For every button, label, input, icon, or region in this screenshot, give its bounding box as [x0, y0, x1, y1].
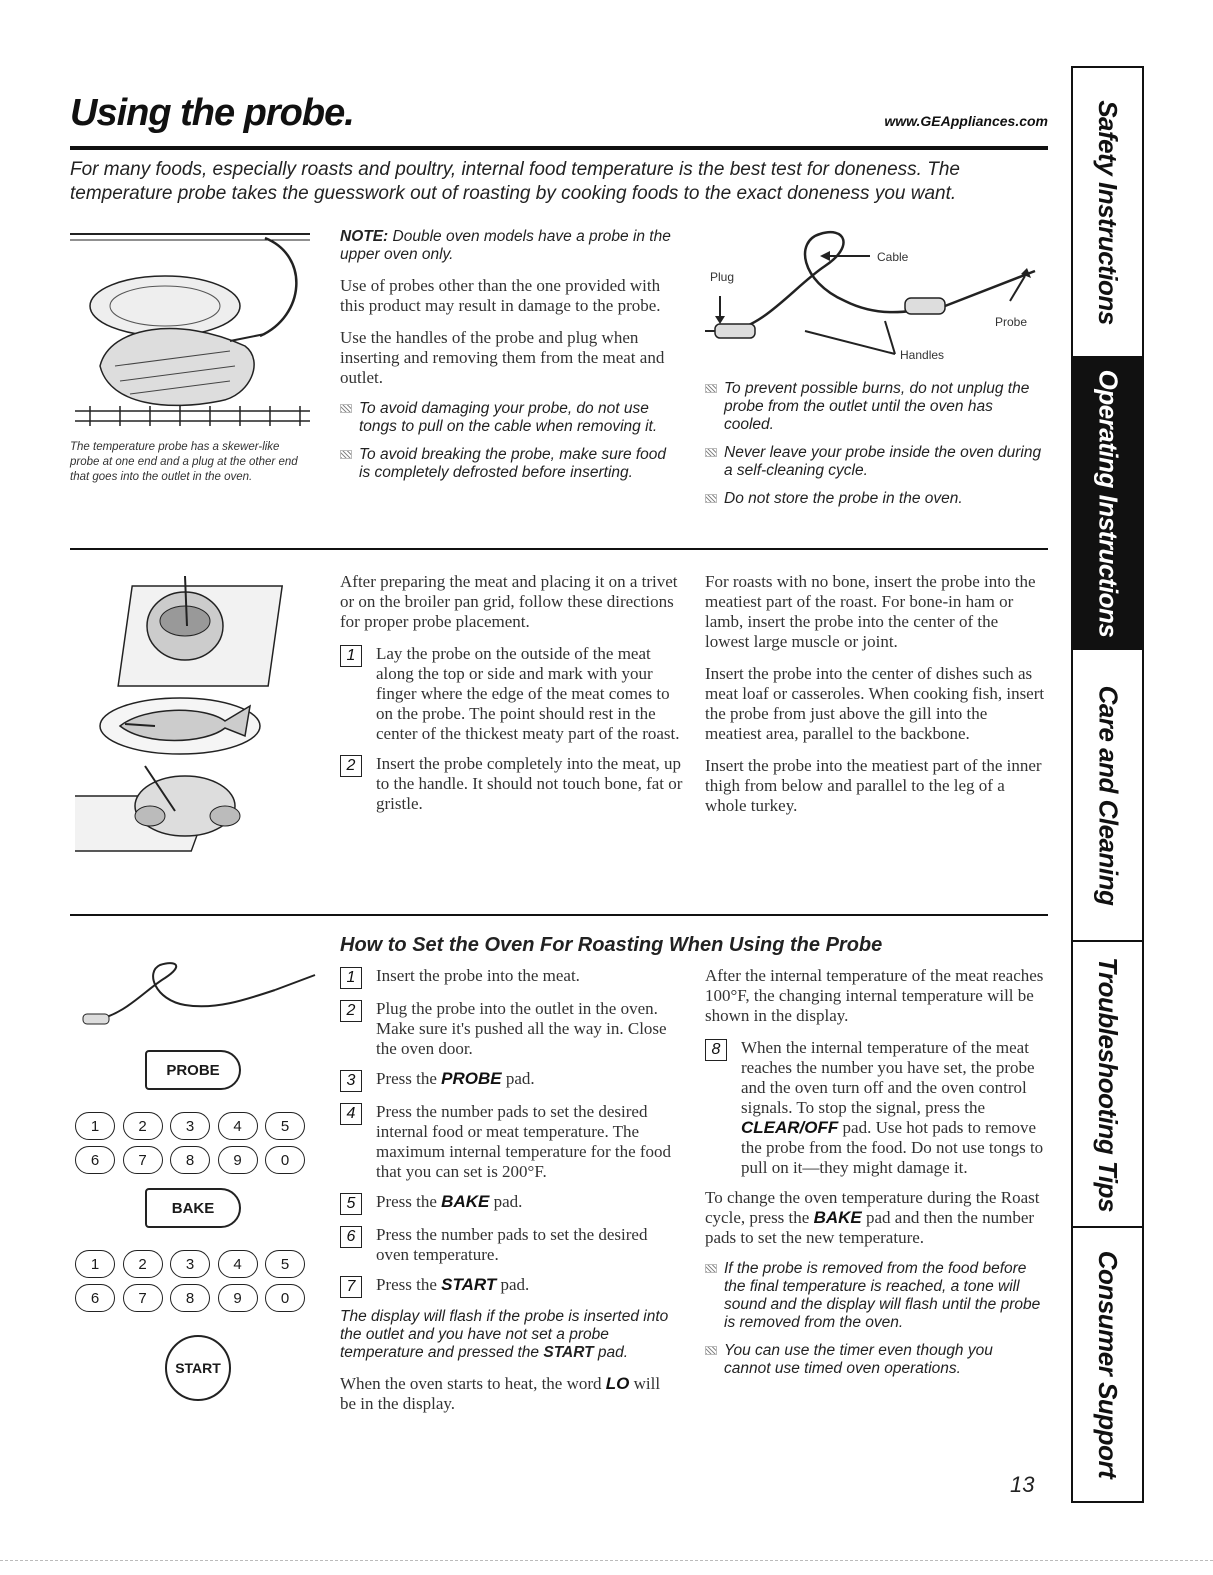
roasting-step — [340, 966, 680, 989]
food-placement-illustration — [75, 566, 320, 866]
step-number: 2 — [340, 755, 362, 777]
number-key[interactable]: 0 — [265, 1146, 305, 1174]
tab-label: Consumer Support — [1093, 1250, 1124, 1479]
roast-with-probe-illustration — [70, 226, 315, 436]
number-pad-row — [75, 1146, 305, 1174]
fish-tip: Insert the probe into the center of dishes such as meat loaf or casseroles. When cooking fish, insert the probe from just above the gill into the meatiest area, parallel to the backbone. — [705, 664, 1045, 743]
roasting-step — [340, 1069, 680, 1092]
number-key[interactable]: 1 — [75, 1112, 115, 1140]
placement-step — [340, 754, 685, 814]
number-key[interactable]: 3 — [170, 1250, 210, 1278]
intro-paragraph: For many foods, especially roasts and poultry, internal food temperature is the best test for doneness. The temperature probe takes the guesswork out of roasting by cooking foods to the exact doneness you want. — [70, 159, 960, 204]
step-text: Lay the probe on the outside of the meat along the top or side and mark with your finger where the edge of the meat comes to on the probe. The point should rest in the center of the thickest meaty part of the roast. — [376, 644, 680, 743]
number-pad-row — [75, 1112, 305, 1140]
warning-bullet-text: To prevent possible burns, do not unplug the probe from the outlet until the oven has cooled. — [724, 380, 1030, 433]
number-key[interactable]: 3 — [170, 1112, 210, 1140]
change-temperature-note — [705, 1188, 1045, 1248]
roasting-step — [340, 1102, 680, 1182]
step-number: 2 — [340, 1000, 362, 1022]
warning-bullet-text: Do not store the probe in the oven. — [724, 490, 963, 507]
keypad-illustration — [75, 960, 320, 1400]
roasting-step — [705, 1038, 1045, 1178]
double-oven-note — [340, 228, 680, 264]
section-divider — [70, 914, 1048, 916]
number-key[interactable]: 7 — [123, 1284, 163, 1312]
start-key-name: START — [441, 1275, 497, 1294]
warning-bullet — [340, 446, 680, 482]
number-pad-row — [75, 1284, 305, 1312]
step-text: Insert the probe completely into the meat, up to the handle. It should not touch bone, fat or gristle. — [376, 754, 683, 813]
bullet-icon — [705, 494, 717, 503]
bullet-icon — [705, 384, 717, 393]
bullet-icon — [705, 1264, 717, 1273]
warning-bullet — [705, 380, 1045, 434]
number-key[interactable]: 7 — [123, 1146, 163, 1174]
probe-key-name: PROBE — [441, 1069, 502, 1088]
number-key[interactable]: 2 — [123, 1250, 163, 1278]
info-bullet — [705, 1260, 1045, 1332]
step-number: 5 — [340, 1193, 362, 1215]
roasting-step — [340, 1275, 680, 1298]
step-number: 1 — [340, 645, 362, 667]
tab-care-and-cleaning[interactable] — [1073, 650, 1142, 942]
placement-step — [340, 644, 685, 744]
placement-tips-column — [705, 572, 1045, 828]
step-text — [741, 1038, 1045, 1178]
tab-operating-instructions[interactable] — [1073, 358, 1142, 650]
probe-handles-paragraph: Use the handles of the probe and plug when inserting and removing them from the meat and outlet. — [340, 328, 665, 387]
change-post: pad and then the number pads to set the new temperature. — [705, 1208, 1035, 1247]
step-number: 4 — [340, 1103, 362, 1125]
step-text: Press the number pads to set the desired internal food or meat temperature. The maximum internal temperature for the food that you can set is 200°F. — [376, 1102, 672, 1181]
warning-bullet — [705, 490, 1045, 508]
warning-bullet-text: To avoid damaging your probe, do not use tongs to pull on the cable when removing it. — [359, 400, 658, 435]
number-pad-row — [75, 1250, 305, 1278]
step-text-pre: Press the — [376, 1192, 442, 1211]
website-url[interactable]: www.GEAppliances.com — [884, 113, 1048, 129]
step-text-pre: Press the — [376, 1069, 442, 1088]
step-text: Plug the probe into the outlet in the oven. Make sure it's pushed all the way in. Close the oven door. — [376, 999, 667, 1058]
bullet-icon — [705, 448, 717, 457]
number-key[interactable]: 0 — [265, 1284, 305, 1312]
tab-label: Safety Instructions — [1093, 99, 1123, 325]
warning-bullet-text: Never leave your probe inside the oven during a self-cleaning cycle. — [724, 444, 1042, 479]
flash-note — [340, 1308, 680, 1362]
start-pad[interactable]: START — [165, 1335, 231, 1401]
probe-pad[interactable]: PROBE — [145, 1050, 241, 1090]
bullet-icon — [340, 450, 352, 459]
number-key[interactable]: 5 — [265, 1112, 305, 1140]
step-text-pre: Press the — [376, 1275, 442, 1294]
step-text-pre: When the internal temperature of the meat reaches the number you have set, the probe and the oven turn off and the oven control signals. To stop the signal, press the — [741, 1038, 1035, 1117]
flash-note-post: pad. — [593, 1344, 629, 1361]
bullet-icon — [705, 1346, 717, 1355]
temperature-display-note: After the internal temperature of the meat reaches 100°F, the changing internal temperature will be shown in the display. — [705, 966, 1044, 1025]
tab-label: Care and Cleaning — [1093, 685, 1123, 905]
warning-bullet-text: To avoid breaking the probe, make sure food is completely defrosted before inserting. — [359, 446, 667, 481]
bake-pad[interactable]: BAKE — [145, 1188, 241, 1228]
tab-consumer-support[interactable] — [1073, 1228, 1142, 1501]
probe-sketch — [75, 960, 320, 1040]
number-key[interactable]: 1 — [75, 1250, 115, 1278]
roasting-steps-column — [340, 966, 680, 1414]
step-text — [376, 1275, 529, 1295]
tab-safety-instructions[interactable] — [1073, 68, 1142, 358]
cable-label: Cable — [877, 250, 909, 264]
number-key[interactable]: 4 — [218, 1112, 258, 1140]
warning-bullet — [705, 444, 1045, 480]
section-heading: How to Set the Oven For Roasting When Using the Probe — [340, 934, 883, 956]
number-key[interactable]: 6 — [75, 1146, 115, 1174]
number-key[interactable]: 5 — [265, 1250, 305, 1278]
page-edge-line — [0, 1560, 1213, 1561]
number-key[interactable]: 6 — [75, 1284, 115, 1312]
roasting-step — [340, 1192, 680, 1215]
roasting-step — [340, 999, 680, 1059]
number-key[interactable]: 8 — [170, 1284, 210, 1312]
number-key[interactable]: 2 — [123, 1112, 163, 1140]
step-number: 8 — [705, 1039, 727, 1061]
section-tabs — [1071, 66, 1144, 1503]
step-number: 1 — [340, 967, 362, 989]
step-text: Insert the probe into the meat. — [376, 966, 580, 985]
turkey-tip: Insert the probe into the meatiest part of the inner thigh from below and parallel to the leg of a whole turkey. — [705, 756, 1042, 815]
number-key[interactable]: 4 — [218, 1250, 258, 1278]
number-key[interactable]: 9 — [218, 1146, 258, 1174]
page-title: Using the probe. — [70, 92, 354, 134]
info-bullet-text: If the probe is removed from the food before the final temperature is reached, a tone will sound and the display will flash until the probe is removed from the oven. — [724, 1260, 1041, 1331]
warning-bullet — [340, 400, 680, 436]
note-label: NOTE: — [340, 228, 389, 245]
placement-intro: After preparing the meat and placing it on a trivet or on the broiler pan grid, follow these directions for proper probe placement. — [340, 572, 678, 631]
roasting-info-column — [705, 966, 1045, 1388]
bake-key-name: BAKE — [441, 1192, 490, 1211]
lo-display-note — [340, 1374, 680, 1414]
step-text-post: pad. — [496, 1275, 530, 1294]
section-divider — [70, 548, 1048, 550]
change-pre: To change the oven temperature during the Roast cycle, press the — [705, 1188, 1040, 1227]
tab-label: Troubleshooting Tips — [1093, 956, 1123, 1212]
step-number: 7 — [340, 1276, 362, 1298]
placement-column — [340, 572, 685, 824]
step-text — [376, 1069, 535, 1089]
lo-post: will be in the display. — [340, 1374, 661, 1413]
roast-tip: For roasts with no bone, insert the probe into the meatiest part of the roast. For bone-in ham or lamb, insert the probe into the center of the lowest large muscle or joint. — [705, 572, 1036, 651]
probe-label: Probe — [995, 315, 1028, 329]
handles-label: Handles — [900, 348, 945, 362]
probe-note-column — [340, 228, 680, 492]
number-key[interactable]: 8 — [170, 1146, 210, 1174]
plug-label: Plug — [710, 270, 735, 284]
number-key[interactable]: 9 — [218, 1284, 258, 1312]
note-text: Double oven models have a probe in the upper oven only. — [340, 228, 671, 263]
roasting-step — [340, 1225, 680, 1265]
info-bullet — [705, 1342, 1005, 1378]
header-rule — [70, 146, 1048, 150]
tab-label: Operating Instructions — [1093, 369, 1123, 637]
probe-use-paragraph: Use of probes other than the one provided with this product may result in damage to the probe. — [340, 276, 661, 315]
step-text: Press the number pads to set the desired oven temperature. — [376, 1225, 648, 1264]
tab-troubleshooting-tips[interactable] — [1073, 942, 1142, 1228]
info-bullet-text: You can use the timer even though you cannot use timed oven operations. — [724, 1342, 993, 1377]
step-text-post: pad. — [501, 1069, 535, 1088]
probe-caption: The temperature probe has a skewer-like probe at one end and a plug at the other end that goes into the outlet in the oven. — [70, 441, 298, 483]
flash-note-pre: The display will flash if the probe is inserted into the outlet and you have not set a probe temperature and pressed the — [340, 1308, 669, 1361]
probe-parts-diagram — [705, 226, 1045, 371]
step-text — [376, 1192, 522, 1212]
step-text-post: pad. Use hot pads to remove the probe from the food. Do not use tongs to pull on it—they might damage it. — [741, 1118, 1044, 1177]
change-key: BAKE — [813, 1208, 862, 1227]
page-number: 13 — [1010, 1472, 1035, 1497]
step-number: 6 — [340, 1226, 362, 1248]
lo-key: LO — [605, 1374, 630, 1393]
clear-off-key-name: CLEAR/OFF — [741, 1118, 839, 1137]
step-text-post: pad. — [489, 1192, 523, 1211]
bullet-icon — [340, 404, 352, 413]
step-number: 3 — [340, 1070, 362, 1092]
lo-pre: When the oven starts to heat, the word — [340, 1374, 606, 1393]
flash-note-key: START — [543, 1344, 594, 1361]
safety-bullets-column — [705, 380, 1045, 518]
